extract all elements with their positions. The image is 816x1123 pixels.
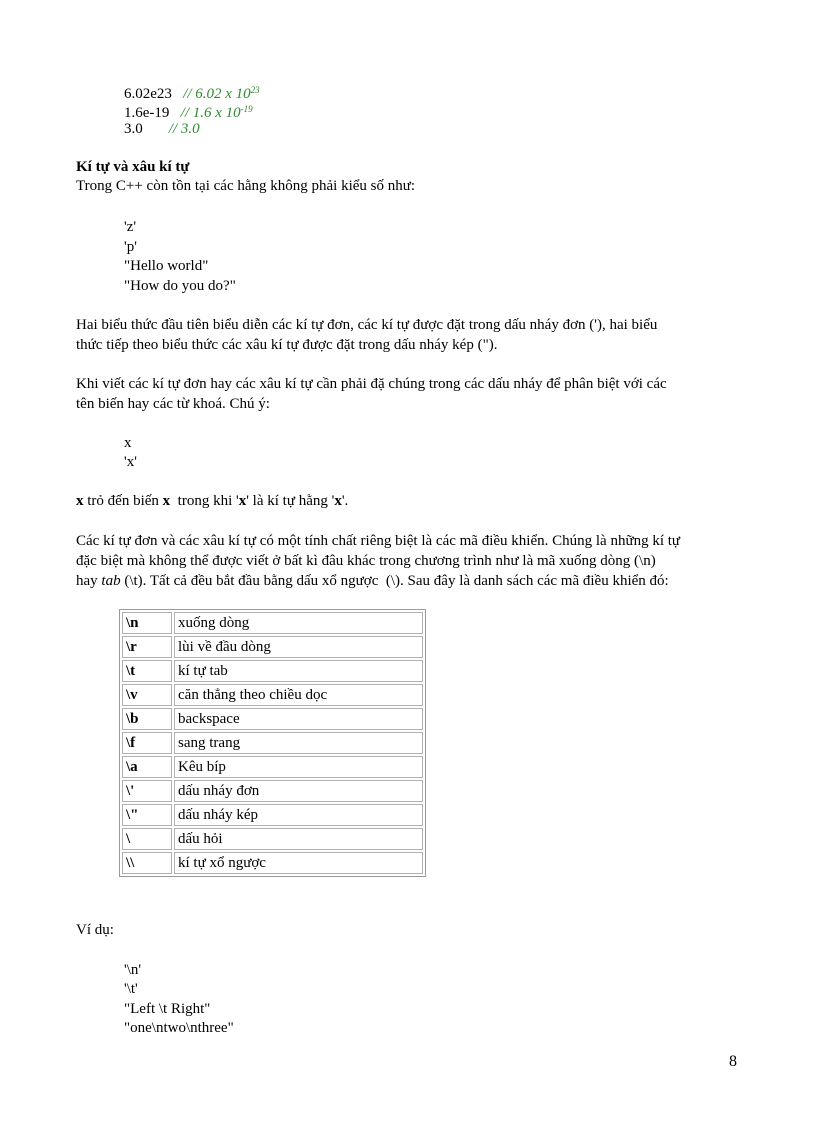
escape-code: \r [122, 636, 172, 658]
table-row [122, 732, 423, 754]
escape-description: dấu nháy kép [174, 804, 423, 826]
escape-description: xuống dòng [174, 612, 423, 634]
escape-code: \n [122, 612, 172, 634]
escape-description: dấu nháy đơn [174, 780, 423, 802]
escape-code: \' [122, 780, 172, 802]
escape-description: kí tự tab [174, 660, 423, 682]
table-row [122, 756, 423, 778]
number-comment: // 6.02 x $10^{23}$ [183, 85, 260, 102]
char-example-2: 'p' [124, 239, 137, 255]
escape-description: sang trang [174, 732, 423, 754]
identifier-example-1: x [124, 435, 132, 451]
char-example-1: 'z' [124, 219, 137, 235]
page-number: 8 [729, 1053, 737, 1070]
table-row [122, 636, 423, 658]
paragraph-3-line-1: Các kí tự đơn và các xâu kí tự có một tính chất riêng biệt là các mã điều khiển. Chúng là những kí tự [76, 533, 681, 549]
escape-code: \a [122, 756, 172, 778]
table-row [122, 852, 423, 874]
escape-description: kí tự xổ ngược [174, 852, 423, 874]
escape-description: lùi về đầu dòng [174, 636, 423, 658]
number-comment: // 1.6 x $10^{-19}$ [180, 104, 253, 121]
intro-text: Trong C++ còn tồn tại các hằng không phải kiểu số như: [76, 178, 416, 194]
table-row [122, 804, 423, 826]
paragraph-3-line-3: hay tab (\t). Tất cả đều bắt đầu bằng dấu xổ ngược (\). Sau đây là danh sách các mã điều khiển đó: [76, 573, 669, 589]
escape-code: \t [122, 660, 172, 682]
number-example-3 [124, 120, 200, 139]
escape-code: \ [122, 828, 172, 850]
example-label: Ví dụ: [76, 922, 114, 938]
escape-code-table [119, 609, 426, 877]
identifier-example-2: 'x' [124, 454, 137, 470]
table-row [122, 828, 423, 850]
section-title: Kí tự và xâu kí tự [76, 159, 190, 175]
number-comment: // 3.0 [168, 121, 200, 137]
paragraph-2-line-1: Khi viết các kí tự đơn hay các xâu kí tự cần phải đặ chúng trong các dấu nháy để phân biệt với các [76, 376, 667, 392]
number-code: 1.6e-19 [124, 105, 170, 121]
table-row [122, 708, 423, 730]
table-row [122, 780, 423, 802]
escape-description: backspace [174, 708, 423, 730]
char-example-3: "Hello world" [124, 258, 209, 274]
paragraph-1-line-2: thức tiếp theo biểu thức các xâu kí tự được đặt trong dấu nháy kép ("). [76, 337, 498, 353]
escape-code: \" [122, 804, 172, 826]
table-row [122, 684, 423, 706]
paragraph-1-line-1: Hai biểu thức đầu tiên biểu diễn các kí tự đơn, các kí tự được đặt trong dấu nháy đơn ('), hai biểu [76, 317, 658, 333]
escape-description: căn thẳng theo chiều dọc [174, 684, 423, 706]
escape-code: \f [122, 732, 172, 754]
paragraph-2-line-2: tên biến hay các từ khoá. Chú ý: [76, 396, 270, 412]
table-row [122, 660, 423, 682]
escape-code: \b [122, 708, 172, 730]
escape-code: \\ [122, 852, 172, 874]
paragraph-3-line-2: đặc biệt mà không thể được viết ở bất kì đâu khác trong chương trình như là mã xuống dòng (\n) [76, 553, 656, 569]
escape-example-3: "Left \t Right" [124, 1001, 211, 1017]
table-row [122, 612, 423, 634]
number-code: 3.0 [124, 121, 143, 137]
note-line: x trỏ đến biến x trong khi 'x' là kí tự hằng 'x'. [76, 493, 349, 509]
escape-example-1: '\n' [124, 962, 142, 978]
escape-description: Kêu bíp [174, 756, 423, 778]
escape-code: \v [122, 684, 172, 706]
char-example-4: "How do you do?" [124, 278, 236, 294]
escape-example-4: "one\ntwo\nthree" [124, 1020, 234, 1036]
escape-description: dấu hỏi [174, 828, 423, 850]
number-code: 6.02e23 [124, 86, 172, 102]
escape-example-2: '\t' [124, 981, 138, 997]
